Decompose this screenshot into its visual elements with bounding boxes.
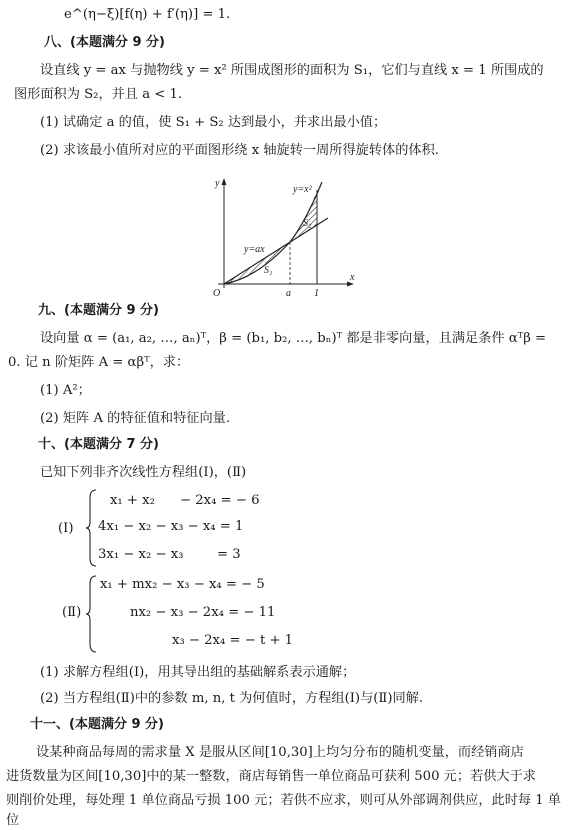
section-9-heading: 九、(本题满分 9 分) <box>38 303 159 318</box>
line-y-ax <box>224 218 328 284</box>
y-axis-arrow <box>222 178 227 185</box>
section-11-text: 进货数量为区间[10,30]中的某一整数，商店每销售一单位商品可获利 500 元；若供大于求 <box>6 769 536 784</box>
section-8-question-1: (1) 试确定 a 的值，使 S₁ + S₂ 达到最小，并求出最小值； <box>40 115 387 130</box>
section-8-text: 图形面积为 S₂，并且 a < 1. <box>14 87 183 102</box>
system-2-eq-2: nx₂ − x₃ − 2x₄ = − 11 <box>130 605 276 620</box>
label-s1: S₁ <box>264 265 273 276</box>
section-11-text: 设某种商品每周的需求量 X 是服从区间[10,30]上均匀分布的随机变量，而经销商店 <box>36 745 524 760</box>
label-y: y <box>215 178 220 189</box>
section-11-heading: 十一、(本题满分 9 分) <box>30 717 164 732</box>
section-11-text: 位 <box>6 813 20 828</box>
section-8-question-2: (2) 求该最小值所对应的平面图形绕 x 轴旋转一周所得旋转体的体积. <box>40 143 439 158</box>
section-9-question-1: (1) A²； <box>40 383 91 398</box>
label-origin: O <box>213 288 221 299</box>
system-2-brace <box>86 574 98 654</box>
section-9-text: 设向量 α = (a₁, a₂, …, aₙ)ᵀ，β = (b₁, b₂, …, bₙ)ᵀ 都是非零向量，且满足条件 αᵀβ = <box>40 331 547 346</box>
system-2-eq-3: x₃ − 2x₄ = − t + 1 <box>172 633 294 648</box>
system-2-eq-1: x₁ + mx₂ − x₃ − x₄ = − 5 <box>100 577 265 592</box>
system-1-eq-3: 3x₁ − x₂ − x₃ = 3 <box>98 547 241 562</box>
section-8-text: 设直线 y = ax 与抛物线 y = x² 所围成图形的面积为 S₁，它们与直线 x = 1 所围成的 <box>40 63 544 78</box>
system-2-label: (Ⅱ) <box>62 605 82 620</box>
section-8-heading: 八、(本题满分 9 分) <box>44 35 165 50</box>
area-figure <box>200 176 360 300</box>
section-9-text: 0. 记 n 阶矩阵 A = αβᵀ，求： <box>8 355 190 370</box>
section-9-question-2: (2) 矩阵 A 的特征值和特征向量. <box>40 411 231 426</box>
parabola-curve <box>224 182 322 284</box>
section-10-question-2: (2) 当方程组(Ⅱ)中的参数 m, n, t 为何值时，方程组(Ⅰ)与(Ⅱ)同解. <box>40 691 424 706</box>
system-1-brace <box>86 488 98 568</box>
section-10-question-1: (1) 求解方程组(Ⅰ)，用其导出组的基础解系表示通解； <box>40 665 356 680</box>
section-11-text: 则削价处理，每处理 1 单位商品亏损 100 元；若供不应求，则可从外部调剂供应，此时每 1 单 <box>6 793 562 808</box>
section-10-text: 已知下列非齐次线性方程组(Ⅰ)，(Ⅱ) <box>40 465 247 480</box>
system-1-eq-1: x₁ + x₂ − 2x₄ = − 6 <box>110 493 260 508</box>
section-10-heading: 十、(本题满分 7 分) <box>38 437 159 452</box>
label-s2: S₂ <box>303 218 312 229</box>
label-one: 1 <box>314 288 319 299</box>
system-1-label: (Ⅰ) <box>58 521 74 536</box>
formula-line: e^(η−ξ)[f(η) + f′(η)] = 1. <box>64 7 231 22</box>
label-line: y=ax <box>244 244 265 255</box>
label-a: a <box>286 288 291 299</box>
label-curve: y=x² <box>293 184 312 195</box>
system-1-eq-2: 4x₁ − x₂ − x₃ − x₄ = 1 <box>98 519 244 534</box>
label-x: x <box>350 272 355 283</box>
